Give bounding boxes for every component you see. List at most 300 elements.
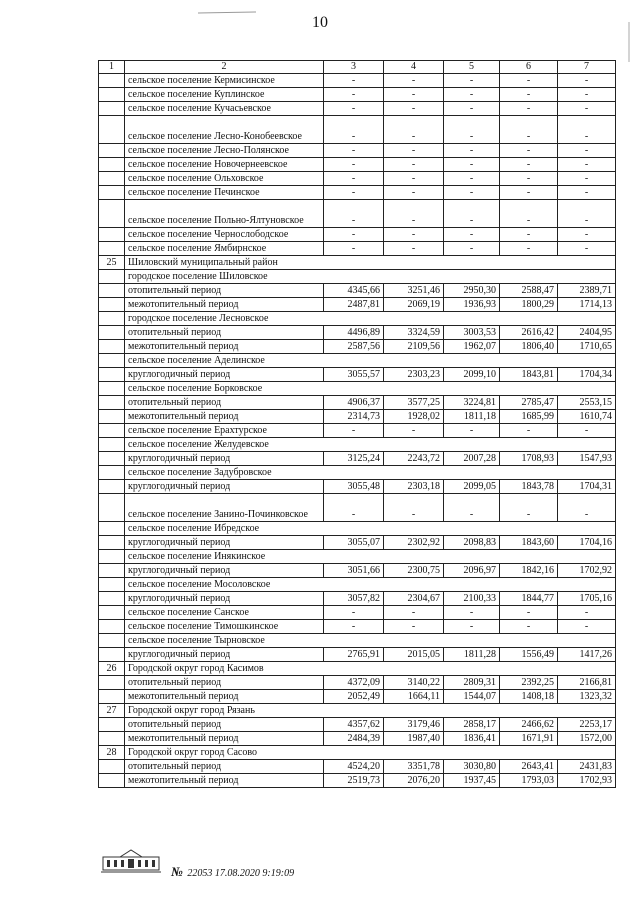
value-cell: 1811,28 xyxy=(444,647,500,661)
value-cell: 1702,92 xyxy=(558,563,616,577)
row-label: межотопительный период xyxy=(125,773,324,787)
row-number xyxy=(99,563,125,577)
section-label: Городской округ город Рязань xyxy=(125,703,616,717)
table-row xyxy=(99,773,616,787)
value-cell: 1710,65 xyxy=(558,339,616,353)
value-cell: 1793,03 xyxy=(500,773,558,787)
table-row xyxy=(99,759,616,773)
value-cell: - xyxy=(500,143,558,157)
table-row xyxy=(99,451,616,465)
value-cell: - xyxy=(444,493,500,521)
column-header: 7 xyxy=(558,61,616,74)
value-cell: - xyxy=(444,115,500,143)
value-cell: 4496,89 xyxy=(324,325,384,339)
value-cell: - xyxy=(444,171,500,185)
value-cell: 2466,62 xyxy=(500,717,558,731)
value-cell: 2314,73 xyxy=(324,409,384,423)
table-row xyxy=(99,731,616,745)
table-row xyxy=(99,87,616,101)
value-cell: 2484,39 xyxy=(324,731,384,745)
value-cell: 1800,29 xyxy=(500,297,558,311)
value-cell: - xyxy=(444,227,500,241)
row-label: сельское поселение Ямбирнское xyxy=(125,241,324,255)
value-cell: 2587,56 xyxy=(324,339,384,353)
value-cell: 2302,92 xyxy=(384,535,444,549)
column-header: 1 xyxy=(99,61,125,74)
value-cell: - xyxy=(500,101,558,115)
row-label: сельское поселение Занино-Починковское xyxy=(125,493,324,521)
value-cell: 3051,66 xyxy=(324,563,384,577)
value-cell: 3324,59 xyxy=(384,325,444,339)
row-number xyxy=(99,241,125,255)
value-cell: 1843,81 xyxy=(500,367,558,381)
value-cell: 2015,05 xyxy=(384,647,444,661)
table-row xyxy=(99,185,616,199)
value-cell: 1705,16 xyxy=(558,591,616,605)
row-label: круглогодичный период xyxy=(125,563,324,577)
table-row xyxy=(99,535,616,549)
value-cell: - xyxy=(324,115,384,143)
value-cell: - xyxy=(384,493,444,521)
value-cell: 2304,67 xyxy=(384,591,444,605)
row-label: круглогодичный период xyxy=(125,479,324,493)
value-cell: 2109,56 xyxy=(384,339,444,353)
value-cell: 1702,93 xyxy=(558,773,616,787)
row-number xyxy=(99,577,125,591)
value-cell: 2243,72 xyxy=(384,451,444,465)
value-cell: 3057,82 xyxy=(324,591,384,605)
value-cell: - xyxy=(324,493,384,521)
row-label: сельское поселение Ерахтурское xyxy=(125,423,324,437)
value-cell: 1556,49 xyxy=(500,647,558,661)
value-cell: 3003,53 xyxy=(444,325,500,339)
row-label: сельское поселение Лесно-Полянское xyxy=(125,143,324,157)
value-cell: 2588,47 xyxy=(500,283,558,297)
value-cell: 2007,28 xyxy=(444,451,500,465)
row-number xyxy=(99,339,125,353)
table-row xyxy=(99,479,616,493)
value-cell: - xyxy=(324,157,384,171)
section-label: сельское поселение Мосоловское xyxy=(125,577,616,591)
value-cell: - xyxy=(384,185,444,199)
row-number xyxy=(99,423,125,437)
table-row xyxy=(99,521,616,535)
value-cell: - xyxy=(384,619,444,633)
row-label: сельское поселение Новочернеевское xyxy=(125,157,324,171)
header-row xyxy=(99,61,616,74)
table-row xyxy=(99,269,616,283)
scan-mark xyxy=(198,2,258,6)
row-label: сельское поселение Санское xyxy=(125,605,324,619)
row-number xyxy=(99,549,125,563)
row-number xyxy=(99,297,125,311)
row-number xyxy=(99,591,125,605)
value-cell: 2100,33 xyxy=(444,591,500,605)
table-row xyxy=(99,283,616,297)
row-number xyxy=(99,731,125,745)
row-number xyxy=(99,675,125,689)
row-number xyxy=(99,367,125,381)
row-label: сельское поселение Ольховское xyxy=(125,171,324,185)
table-row xyxy=(99,563,616,577)
value-cell: - xyxy=(324,73,384,87)
value-cell: 3055,07 xyxy=(324,535,384,549)
table-row xyxy=(99,297,616,311)
value-cell: 1704,34 xyxy=(558,367,616,381)
row-number xyxy=(99,493,125,521)
value-cell: - xyxy=(324,227,384,241)
row-number xyxy=(99,283,125,297)
value-cell: 1843,60 xyxy=(500,535,558,549)
row-number xyxy=(99,647,125,661)
value-cell: - xyxy=(500,171,558,185)
column-header: 2 xyxy=(125,61,324,74)
row-number xyxy=(99,619,125,633)
value-cell: 2519,73 xyxy=(324,773,384,787)
row-label: сельское поселение Польно-Ялтуновское xyxy=(125,199,324,227)
value-cell: 3179,46 xyxy=(384,717,444,731)
value-cell: - xyxy=(500,493,558,521)
row-number xyxy=(99,115,125,143)
value-cell: 3055,57 xyxy=(324,367,384,381)
value-cell: - xyxy=(444,619,500,633)
table-row xyxy=(99,619,616,633)
table-row xyxy=(99,367,616,381)
value-cell: 2096,97 xyxy=(444,563,500,577)
table-row xyxy=(99,591,616,605)
row-number xyxy=(99,521,125,535)
value-cell: 2389,71 xyxy=(558,283,616,297)
value-cell: 1844,77 xyxy=(500,591,558,605)
row-number xyxy=(99,773,125,787)
row-label: отопительный период xyxy=(125,759,324,773)
value-cell: - xyxy=(558,185,616,199)
section-label: Шиловский муниципальный район xyxy=(125,255,616,269)
value-cell: 3030,80 xyxy=(444,759,500,773)
value-cell: - xyxy=(500,87,558,101)
value-cell: 3224,81 xyxy=(444,395,500,409)
row-label: сельское поселение Тимошкинское xyxy=(125,619,324,633)
value-cell: 2069,19 xyxy=(384,297,444,311)
value-cell: - xyxy=(558,157,616,171)
value-cell: 1704,16 xyxy=(558,535,616,549)
value-cell: 4357,62 xyxy=(324,717,384,731)
row-number xyxy=(99,605,125,619)
table-row xyxy=(99,661,616,675)
value-cell: - xyxy=(324,87,384,101)
value-cell: - xyxy=(558,619,616,633)
value-cell: 2809,31 xyxy=(444,675,500,689)
row-number xyxy=(99,353,125,367)
table-row xyxy=(99,241,616,255)
row-label: сельское поселение Кучасьевское xyxy=(125,101,324,115)
row-number xyxy=(99,535,125,549)
row-number xyxy=(99,717,125,731)
row-number xyxy=(99,395,125,409)
section-label: сельское поселение Инякинское xyxy=(125,549,616,563)
value-cell: 3055,48 xyxy=(324,479,384,493)
row-label: межотопительный период xyxy=(125,339,324,353)
value-cell: - xyxy=(384,101,444,115)
table-row xyxy=(99,101,616,115)
row-label: межотопительный период xyxy=(125,297,324,311)
section-label: сельское поселение Ибредское xyxy=(125,521,616,535)
value-cell: - xyxy=(500,605,558,619)
row-number xyxy=(99,759,125,773)
value-cell: - xyxy=(500,423,558,437)
value-cell: 2553,15 xyxy=(558,395,616,409)
value-cell: - xyxy=(558,605,616,619)
value-cell: - xyxy=(444,605,500,619)
value-cell: 2076,20 xyxy=(384,773,444,787)
value-cell: - xyxy=(558,73,616,87)
value-cell: - xyxy=(384,87,444,101)
value-cell: - xyxy=(324,101,384,115)
table-row xyxy=(99,339,616,353)
value-cell: 2300,75 xyxy=(384,563,444,577)
value-cell: 3251,46 xyxy=(384,283,444,297)
value-cell: - xyxy=(324,423,384,437)
value-cell: 1610,74 xyxy=(558,409,616,423)
row-label: межотопительный период xyxy=(125,731,324,745)
value-cell: - xyxy=(324,171,384,185)
value-cell: - xyxy=(558,101,616,115)
value-cell: - xyxy=(558,241,616,255)
document-number: 22053 xyxy=(187,868,213,879)
section-label: Городской округ город Касимов xyxy=(125,661,616,675)
value-cell: 3125,24 xyxy=(324,451,384,465)
table-row xyxy=(99,73,616,87)
value-cell: - xyxy=(384,171,444,185)
row-label: сельское поселение Печинское xyxy=(125,185,324,199)
value-cell: 1664,11 xyxy=(384,689,444,703)
table-row xyxy=(99,437,616,451)
value-cell: - xyxy=(558,87,616,101)
table-row xyxy=(99,745,616,759)
table-row xyxy=(99,199,616,227)
row-number xyxy=(99,409,125,423)
margin-mark xyxy=(626,22,632,62)
section-label: сельское поселение Аделинское xyxy=(125,353,616,367)
section-label: сельское поселение Тырновское xyxy=(125,633,616,647)
table-row xyxy=(99,143,616,157)
value-cell: - xyxy=(444,185,500,199)
row-label: межотопительный период xyxy=(125,409,324,423)
value-cell: 4372,09 xyxy=(324,675,384,689)
section-label: городское поселение Лесновское xyxy=(125,311,616,325)
section-label: сельское поселение Задубровское xyxy=(125,465,616,479)
value-cell: 1714,13 xyxy=(558,297,616,311)
table-row xyxy=(99,381,616,395)
row-label: сельское поселение Кермисинское xyxy=(125,73,324,87)
table-row xyxy=(99,409,616,423)
row-number xyxy=(99,199,125,227)
value-cell: 1704,31 xyxy=(558,479,616,493)
value-cell: - xyxy=(444,241,500,255)
value-cell: 2616,42 xyxy=(500,325,558,339)
value-cell: 1936,93 xyxy=(444,297,500,311)
value-cell: - xyxy=(500,199,558,227)
row-number xyxy=(99,73,125,87)
document-timestamp: 17.08.2020 9:19:09 xyxy=(214,868,295,879)
row-label: круглогодичный период xyxy=(125,647,324,661)
row-number xyxy=(99,269,125,283)
table-row xyxy=(99,549,616,563)
table-row xyxy=(99,465,616,479)
value-cell: 2303,18 xyxy=(384,479,444,493)
row-label: отопительный период xyxy=(125,717,324,731)
value-cell: 2431,83 xyxy=(558,759,616,773)
value-cell: 3351,78 xyxy=(384,759,444,773)
table-row xyxy=(99,633,616,647)
table-row xyxy=(99,577,616,591)
value-cell: - xyxy=(384,199,444,227)
registry-stamp-logo xyxy=(100,848,162,882)
row-number xyxy=(99,185,125,199)
value-cell: 2052,49 xyxy=(324,689,384,703)
value-cell: 2098,83 xyxy=(444,535,500,549)
row-number xyxy=(99,689,125,703)
row-number xyxy=(99,479,125,493)
value-cell: - xyxy=(500,185,558,199)
value-cell: - xyxy=(384,605,444,619)
row-number xyxy=(99,633,125,647)
row-label: сельское поселение Чернослободское xyxy=(125,227,324,241)
value-cell: - xyxy=(444,423,500,437)
value-cell: 1843,78 xyxy=(500,479,558,493)
value-cell: - xyxy=(324,241,384,255)
table-row xyxy=(99,689,616,703)
value-cell: - xyxy=(384,157,444,171)
value-cell: 1417,26 xyxy=(558,647,616,661)
value-cell: - xyxy=(384,241,444,255)
row-label: отопительный период xyxy=(125,325,324,339)
value-cell: 4345,66 xyxy=(324,283,384,297)
value-cell: - xyxy=(444,199,500,227)
value-cell: 4524,20 xyxy=(324,759,384,773)
row-number xyxy=(99,227,125,241)
value-cell: - xyxy=(444,143,500,157)
footer xyxy=(100,848,620,888)
value-cell: 3577,25 xyxy=(384,395,444,409)
table-row xyxy=(99,157,616,171)
table-row xyxy=(99,353,616,367)
value-cell: - xyxy=(444,87,500,101)
value-cell: - xyxy=(384,73,444,87)
value-cell: - xyxy=(558,143,616,157)
row-label: круглогодичный период xyxy=(125,451,324,465)
row-number xyxy=(99,311,125,325)
number-sign: № xyxy=(171,864,183,879)
value-cell: - xyxy=(500,227,558,241)
table-row xyxy=(99,675,616,689)
value-cell: - xyxy=(558,171,616,185)
value-cell: - xyxy=(384,143,444,157)
value-cell: 1811,18 xyxy=(444,409,500,423)
row-label: сельское поселение Куплинское xyxy=(125,87,324,101)
value-cell: - xyxy=(444,73,500,87)
value-cell: - xyxy=(558,115,616,143)
row-number xyxy=(99,157,125,171)
value-cell: 1962,07 xyxy=(444,339,500,353)
row-label: отопительный период xyxy=(125,283,324,297)
value-cell: - xyxy=(444,157,500,171)
value-cell: 2487,81 xyxy=(324,297,384,311)
row-number xyxy=(99,325,125,339)
row-label: сельское поселение Лесно-Конобеевское xyxy=(125,115,324,143)
row-number xyxy=(99,381,125,395)
value-cell: - xyxy=(500,73,558,87)
page-number: 10 xyxy=(312,14,328,31)
value-cell: 1323,32 xyxy=(558,689,616,703)
table-row xyxy=(99,423,616,437)
row-number xyxy=(99,101,125,115)
value-cell: 3140,22 xyxy=(384,675,444,689)
value-cell: 1547,93 xyxy=(558,451,616,465)
table-row xyxy=(99,171,616,185)
row-number: 27 xyxy=(99,703,125,717)
value-cell: 1408,18 xyxy=(500,689,558,703)
section-label: городское поселение Шиловское xyxy=(125,269,616,283)
value-cell: 2166,81 xyxy=(558,675,616,689)
value-cell: 2392,25 xyxy=(500,675,558,689)
column-header: 3 xyxy=(324,61,384,74)
value-cell: - xyxy=(500,115,558,143)
document-id xyxy=(171,864,294,880)
section-label: сельское поселение Желудевское xyxy=(125,437,616,451)
section-label: сельское поселение Борковское xyxy=(125,381,616,395)
table-row xyxy=(99,493,616,521)
value-cell: 1842,16 xyxy=(500,563,558,577)
value-cell: - xyxy=(444,101,500,115)
row-number xyxy=(99,465,125,479)
value-cell: 2303,23 xyxy=(384,367,444,381)
value-cell: - xyxy=(384,227,444,241)
value-cell: - xyxy=(324,185,384,199)
value-cell: - xyxy=(558,227,616,241)
value-cell: 1836,41 xyxy=(444,731,500,745)
value-cell: 2253,17 xyxy=(558,717,616,731)
table-row xyxy=(99,255,616,269)
table-row xyxy=(99,717,616,731)
column-header: 4 xyxy=(384,61,444,74)
value-cell: 2099,10 xyxy=(444,367,500,381)
row-label: круглогодичный период xyxy=(125,591,324,605)
value-cell: - xyxy=(500,241,558,255)
table-row xyxy=(99,311,616,325)
value-cell: 1544,07 xyxy=(444,689,500,703)
tariff-table xyxy=(98,60,616,788)
value-cell: 1987,40 xyxy=(384,731,444,745)
section-label: Городской округ город Сасово xyxy=(125,745,616,759)
value-cell: 1928,02 xyxy=(384,409,444,423)
row-number xyxy=(99,87,125,101)
value-cell: - xyxy=(500,619,558,633)
row-number xyxy=(99,451,125,465)
value-cell: - xyxy=(500,157,558,171)
value-cell: - xyxy=(558,493,616,521)
table-row xyxy=(99,703,616,717)
row-number: 28 xyxy=(99,745,125,759)
value-cell: 1937,45 xyxy=(444,773,500,787)
row-label: межотопительный период xyxy=(125,689,324,703)
column-header: 5 xyxy=(444,61,500,74)
value-cell: 2643,41 xyxy=(500,759,558,773)
table-row xyxy=(99,227,616,241)
value-cell: 2858,17 xyxy=(444,717,500,731)
value-cell: 1806,40 xyxy=(500,339,558,353)
table-row xyxy=(99,647,616,661)
